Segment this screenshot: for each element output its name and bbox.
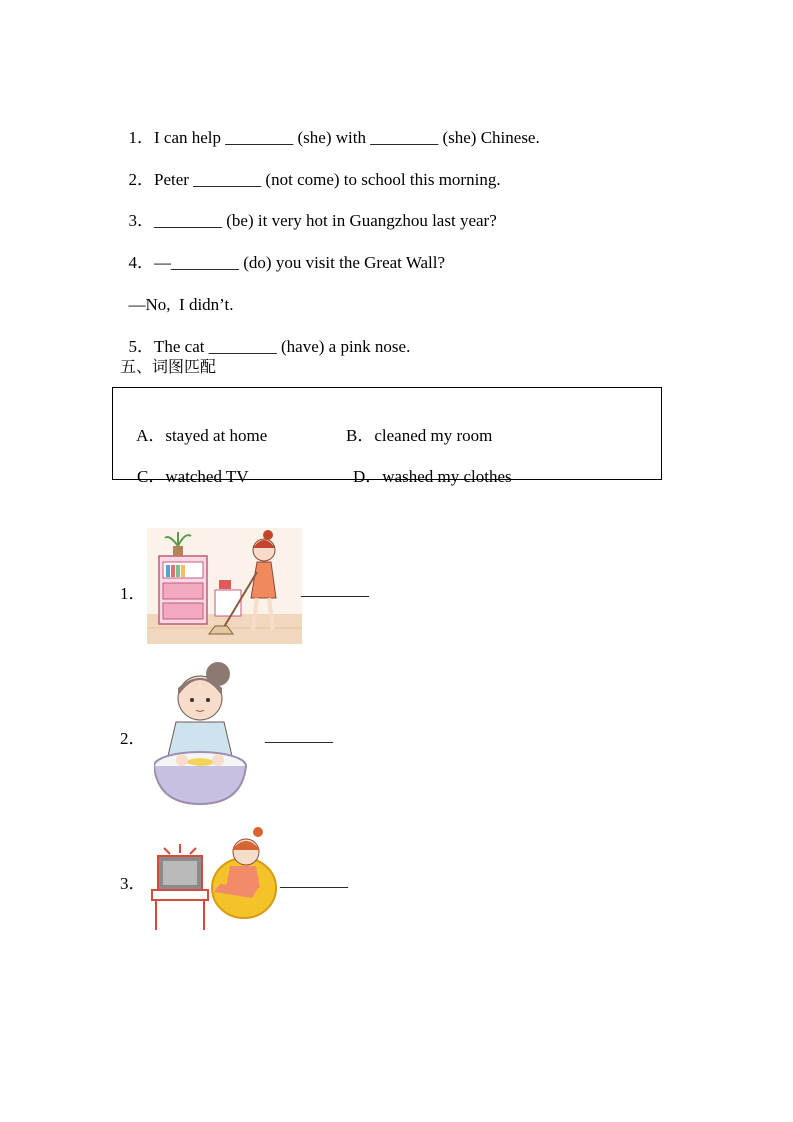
question-number: 3． [128, 211, 154, 230]
question-3 [120, 191, 497, 231]
picture-answer-blank-3[interactable]: ________ [280, 871, 348, 890]
question-text: Peter ________ (not come) to school this morning. [154, 170, 501, 189]
girl-sweeping-room-picture [147, 528, 302, 644]
option-text: cleaned my room [374, 426, 493, 445]
option-label: B． [346, 426, 375, 445]
question-4-answer [120, 275, 234, 315]
question-5 [120, 317, 410, 357]
girl-washing-clothes-picture [154, 656, 264, 810]
question-number: 4． [128, 253, 154, 272]
option-d [336, 447, 512, 507]
options-box [112, 387, 662, 486]
girl-watching-tv-picture [150, 826, 278, 932]
question-text: —________ (do) you visit the Great Wall? [154, 253, 446, 272]
question-text: I can help ________ (she) with ________ (she) Chinese. [154, 128, 540, 147]
question-4 [120, 233, 445, 273]
option-c [120, 447, 249, 507]
picture-question-2-number: 2． [120, 729, 146, 748]
option-text: washed my clothes [382, 467, 512, 486]
section-title: 五、词图匹配 [120, 357, 217, 376]
question-text: —No, I didn’t. [128, 295, 234, 314]
picture-question-3-number: 3． [120, 874, 146, 893]
question-number: 5． [128, 337, 154, 356]
option-label: A． [136, 426, 166, 445]
option-label: C． [137, 467, 166, 486]
question-number: 1． [128, 128, 154, 147]
option-text: watched TV [165, 467, 249, 486]
question-text: The cat ________ (have) a pink nose. [154, 337, 411, 356]
question-1 [120, 108, 540, 148]
option-text: stayed at home [165, 426, 268, 445]
picture-answer-blank-2[interactable]: ________ [265, 726, 333, 745]
picture-question-1-number: 1． [120, 584, 146, 603]
option-label: D． [353, 467, 383, 486]
question-2 [120, 150, 501, 190]
picture-answer-blank-1[interactable]: ________ [301, 580, 369, 599]
question-text: ________ (be) it very hot in Guangzhou last year? [154, 211, 497, 230]
question-number: 2． [128, 170, 154, 189]
